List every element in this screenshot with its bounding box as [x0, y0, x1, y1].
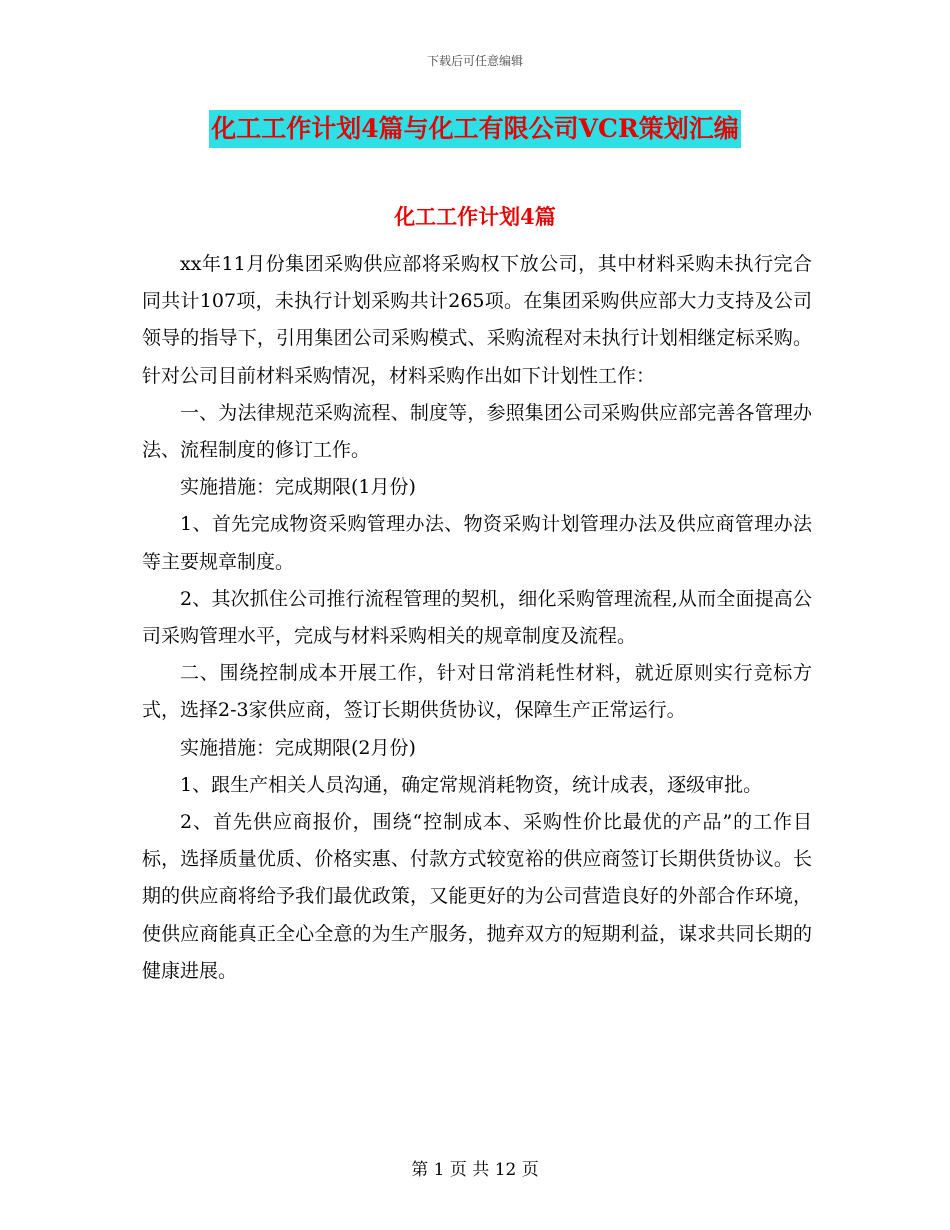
paragraph: 实施措施：完成期限(2月份)	[180, 736, 416, 759]
paragraph: 实施措施：完成期限(1月份)	[180, 476, 416, 499]
paragraph: 一、为法律规范采购流程、制度等，参照集团公司采购供应部完善各管理办法、流程制度的修订工作。	[142, 401, 812, 462]
paragraph: 2、其次抓住公司推行流程管理的契机，细化采购管理流程,从而全面提高公司采购管理水平，完成与材料采购相关的规章制度及流程。	[142, 587, 812, 648]
paragraph: 1、跟生产相关人员沟通，确定常规消耗物资，统计成表，逐级审批。	[180, 773, 763, 796]
page-header-note: 下载后可任意编辑	[426, 54, 523, 68]
paragraph: 二、围绕控制成本开展工作，针对日常消耗性材料，就近原则实行竞标方式，选择2-3家供应商，签订长期供货协议，保障生产正常运行。	[142, 662, 812, 722]
paragraph: 2、首先供应商报价，围绕“控制成本、采购性价比最优的产品”的工作目标，选择质量优质、价格实惠、付款方式较宽裕的供应商签订长期供货协议。长期的供应商将给予我们最优政策，又能更好的为公司营造良好的外部合作环境，使供应商能真正全心全意的为生产服务，抛弃双方的短期利益，谋求共同长期的健康进展。	[142, 811, 812, 982]
paragraph: xx年11月份集团采购供应部将采购权下放公司，其中材料采购未执行完合同共计107项，未执行计划采购共计265项。在集团采购供应部大力支持及公司领导的指导下，引用集团公司采购模式、采购流程对未执行计划相继定标采购。针对公司目前材料采购情况，材料采购作出如下计划性工作：	[142, 253, 812, 387]
paragraph: 1、首先完成物资采购管理办法、物资采购计划管理办法及供应商管理办法等主要规章制度。	[142, 513, 812, 573]
document-title: 化工工作计划4篇与化工有限公司VCR策划汇编	[209, 110, 740, 148]
page-number-footer: 第 1 页 共 12 页	[411, 1160, 539, 1180]
section-title: 化工工作计划4篇	[394, 204, 556, 229]
document-title-container	[0, 110, 950, 148]
document-body	[142, 246, 812, 990]
